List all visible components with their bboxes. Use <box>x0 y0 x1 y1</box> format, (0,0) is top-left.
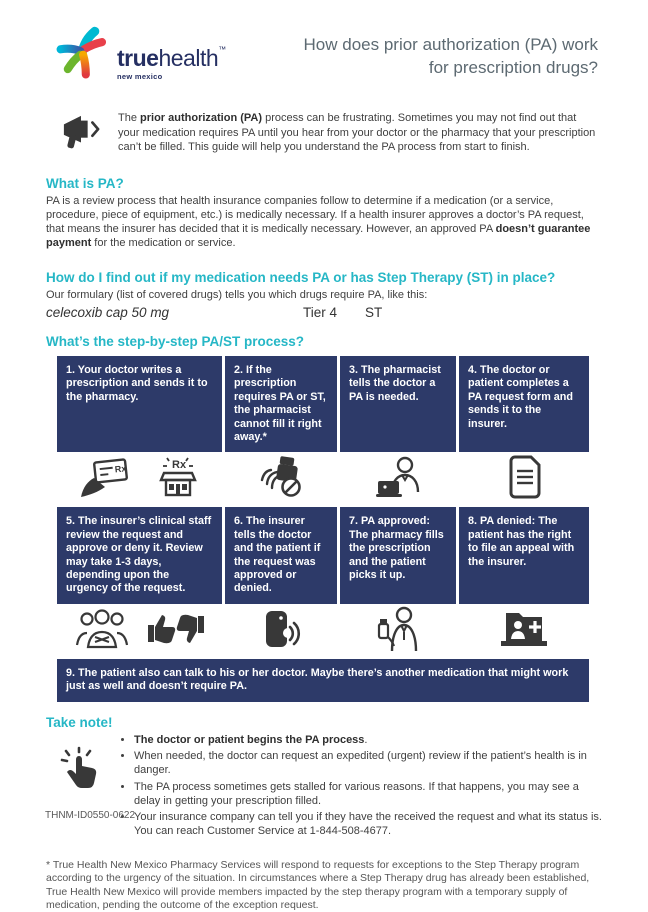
cannot-fill-bottle-icon <box>258 456 304 503</box>
thumbs-up-down-icon <box>147 610 205 653</box>
page-title: How does prior authorization (PA) work for prescription drugs? <box>303 35 598 77</box>
section-take-note <box>46 715 602 841</box>
section-heading: What is PA? <box>46 176 124 191</box>
document-id-code: THNM-ID0550-0622 <box>45 810 136 821</box>
step-8-cell: 8. PA denied: The patient has the right to file an appeal with the insurer. <box>459 507 589 603</box>
step-4-cell: 4. The doctor or patient completes a PA request form and sends it to the insurer. <box>459 356 589 452</box>
request-form-icon <box>506 455 542 504</box>
take-note-list <box>104 733 602 841</box>
step-6-icon <box>225 607 337 656</box>
svg-text:Rx: Rx <box>171 459 186 472</box>
pharmacist-with-bottle-icon <box>375 607 421 656</box>
svg-text:Rx: Rx <box>113 463 127 475</box>
step-therapy-footnote: * True Health New Mexico Pharmacy Services will respond to requests for exceptions to the Step Therapy program according to the urgency of the situation. In circumstances where a Step Therapy drug has already been established, True Health New Mexico will provide members impacted by the step therapy program with a temporary supply of medication, pending the outcome of the exception request. <box>46 858 590 911</box>
appeal-folder-icon <box>498 608 550 655</box>
step-2-icon <box>225 455 337 504</box>
trademark: ™ <box>218 45 226 54</box>
step-3-cell: 3. The pharmacist tells the doctor a PA is needed. <box>340 356 456 452</box>
pharmacy-store-icon <box>156 455 200 504</box>
drug-st-flag: ST <box>365 305 383 320</box>
phone-call-icon <box>261 609 301 654</box>
star-logo-icon <box>57 24 111 85</box>
logo-text <box>117 38 226 81</box>
step-5-cell: 5. The insurer’s clinical staff review the request and approve or deny it. Review may take 1-3 days, depending upon the urgency of the request. <box>57 507 222 603</box>
step-6-cell: 6. The insurer tells the doctor and the patient if the request was approved or denied. <box>225 507 337 603</box>
hand-prescription-card-icon <box>80 457 130 502</box>
doctor-at-laptop-icon <box>375 456 421 503</box>
formulary-example-row <box>46 305 602 320</box>
list-item: • Your insurance company can tell you if they have the received the request and what its status is. You can reach Customer Service at 1-844-508-4677. <box>134 810 602 838</box>
list-item: • When needed, the doctor can request an expedited (urgent) review if the patient’s health is in danger. <box>134 749 602 777</box>
list-item: • The PA process sometimes gets stalled for various reasons. If that happens, you may see a delay in getting your prescription filled. <box>134 780 602 808</box>
step-4-icon <box>459 455 589 504</box>
header <box>0 0 648 85</box>
section-process <box>46 334 602 702</box>
brand-name: truehealth™ <box>117 45 226 71</box>
step-7-icon <box>340 607 456 656</box>
drug-tier: Tier 4 <box>303 305 338 320</box>
section-body: Our formulary (list of covered drugs) tells you which drugs require PA, like this: <box>46 289 428 301</box>
intro-block <box>60 111 598 156</box>
step-5-icons <box>57 607 222 656</box>
brand-region: new mexico <box>117 72 163 81</box>
click-hand-icon <box>58 733 104 841</box>
intro-paragraph: The prior authorization (PA) process can be frustrating. Sometimes you may not find out that your medication requires PA until you hear from your doctor or the pharmacy that your prescription can’t be filled. This guide will help you understand the PA process from start to finish. <box>118 112 596 153</box>
section-what-is-pa <box>46 176 602 250</box>
step-1-icons <box>57 455 222 504</box>
section-find-out <box>46 270 602 320</box>
step-2-cell: 2. If the prescription requires PA or ST, the pharmacist cannot fill it right away.* <box>225 356 337 452</box>
step-3-icon <box>340 455 456 504</box>
truehealth-logo <box>57 24 226 85</box>
process-table <box>57 356 592 702</box>
megaphone-icon <box>60 111 102 156</box>
section-heading: Take note! <box>46 714 113 730</box>
section-heading: How do I find out if my medication needs PA or has Step Therapy (ST) in place? <box>46 270 556 285</box>
section-heading: What’s the step-by-step PA/ST process? <box>46 334 305 349</box>
step-7-cell: 7. PA approved: The pharmacy fills the prescription and the patient picks it up. <box>340 507 456 603</box>
step-8-icon <box>459 607 589 656</box>
step-9-banner: 9. The patient also can talk to his or her doctor. Maybe there’s another medication that might work just as well and doesn’t require PA. <box>57 659 589 702</box>
clinical-staff-group-icon <box>75 609 129 654</box>
list-item: • The doctor or patient begins the PA process. <box>134 733 602 747</box>
step-1-cell: 1. Your doctor writes a prescription and sends it to the pharmacy. <box>57 356 222 452</box>
drug-name: celecoxib cap 50 mg <box>46 305 170 320</box>
section-body: PA is a review process that health insurance companies follow to determine if a medication (or a service, procedure, piece of equipment, etc.) is medically necessary. If a health insurer approves a doctor’s PA request, that means the insurer has decided that it is medically necessary. However, an approved PA doesn’t guarantee payment for the medication or service. <box>46 195 591 249</box>
